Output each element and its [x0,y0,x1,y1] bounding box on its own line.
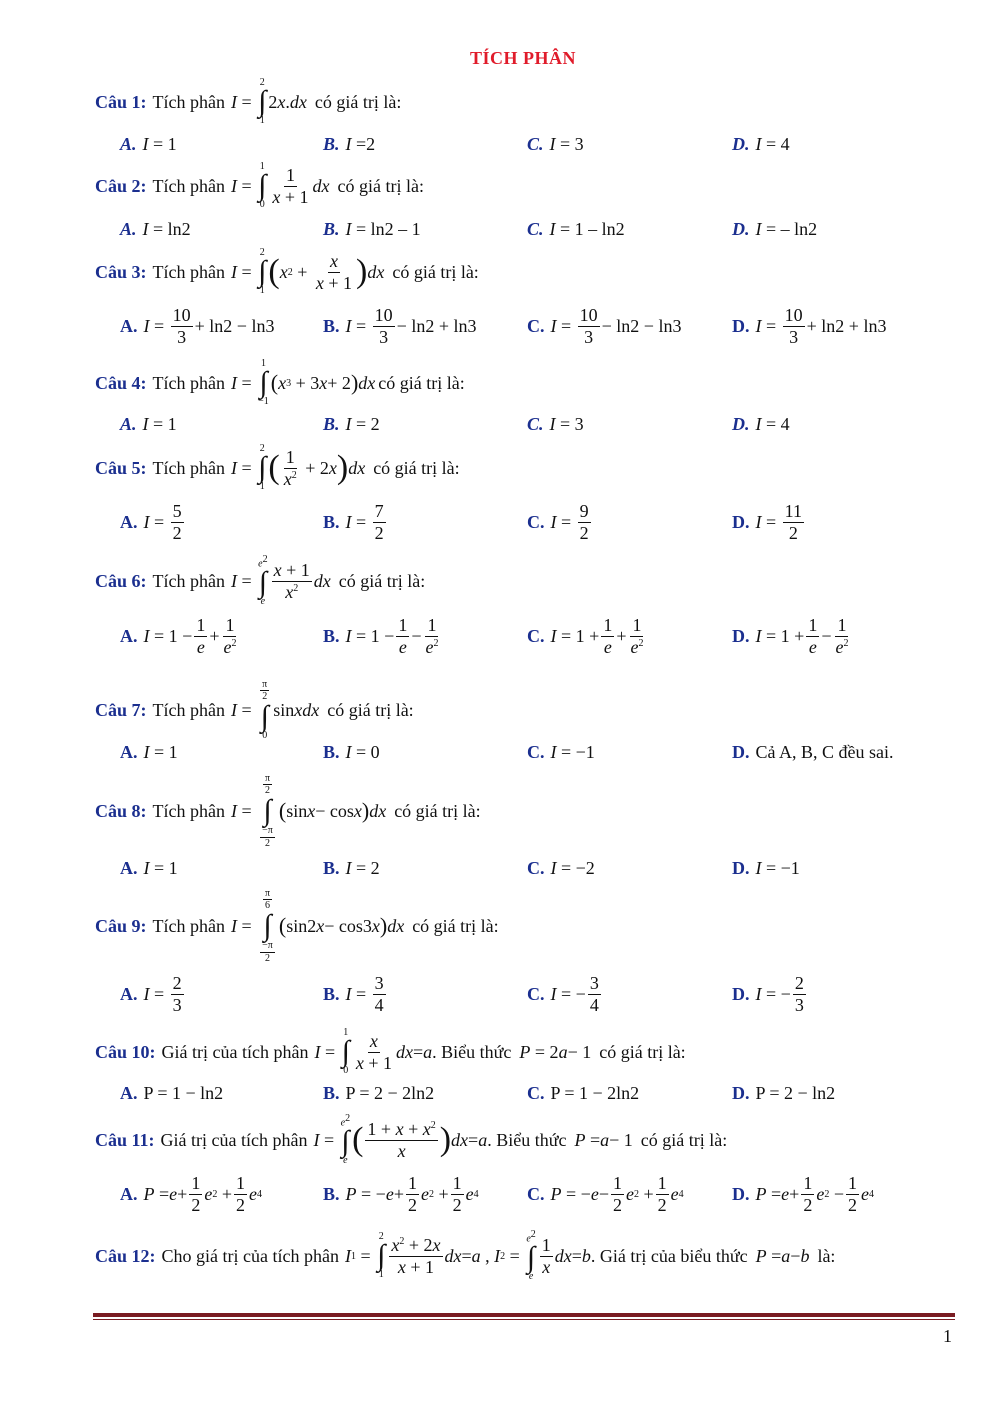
question-4: Câu 4: Tích phân I = 1 ∫ −1 ( x 3 + 3 x + 2 ) dx có giá trị là: [95,357,465,408]
question-12: Câu 12: Cho giá trị của tích phân I 1 = 2 ∫ 1 $\frac{x^2 + 2x}{x + 1}$ dx = a , I 2 = $e^2$ ∫ e $\frac{1}{x}$ dx = b . Giá trị của biểu thức P = a − b là: [95,1228,836,1283]
question-text: Tích phân [152,91,225,112]
answer-d: D. I = −1 [732,857,800,878]
integral-expression: I = 2 ∫ 1 ( x 2 + $\frac{x}{x + 1}$ ) dx [231,246,385,297]
answer-a: A. I = 1 − $\frac{1}{e}$ + $\frac{1}{e^2}$ [120,614,237,657]
answer-d: D. I = 4 [732,133,790,154]
answer-d: D. I = – ln2 [732,218,818,239]
integral-expression-2: I 2 = $e^2$ ∫ e $\frac{1}{x}$ dx = b [494,1228,591,1283]
answer-a: A. P = 1 − ln2 [120,1082,224,1103]
question-2: Câu 2: Tích phân I = 1 ∫ 0 $\frac{1}{x + 1}$ dx có giá trị là: [95,160,424,211]
answer-d: D. I = $\frac{10}{3}$ + ln2 + ln3 [732,304,887,347]
integral-expression-1: I 1 = 2 ∫ 1 $\frac{x^2 + 2x}{x + 1}$ dx = a , [344,1230,495,1281]
answer-d: D. I = 1 + $\frac{1}{e}$ − $\frac{1}{e^2}$ [732,614,849,657]
answer-d: D. Cả A, B, C đều sai. [732,741,894,762]
answer-a: A. I = 1 [120,857,178,878]
answer-a: A. I = ln2 [120,218,191,239]
answer-d: D. I = $\frac{11}{2}$ [732,500,802,543]
question-5: Câu 5: Tích phân I = 2 ∫ 1 ( $\frac{1}{x^2}$ + 2 x ) dx có giá trị là: [95,442,460,493]
page-number: 1 [943,1326,952,1346]
question-11: Câu 11: Giá trị của tích phân I = $e^2$ ∫ e ( $\frac{1 + x + x^2}{x}$ ) dx = a . Biểu thức P = a − 1 có giá trị là: [95,1112,728,1167]
answer-c: C. I = 3 [527,413,584,434]
answer-c: C. P = − e − $\frac{1}{2}$ e 2 + $\frac{1}{2}$ e 4 [527,1172,684,1215]
integral-expression: I = 2 ∫ 1 ( $\frac{1}{x^2}$ + 2 x ) dx [231,442,366,493]
answer-d: D. I = − $\frac{2}{3}$ [732,972,804,1015]
question-suffix: có giá trị là: [314,91,402,112]
integral-expression: I = $\frac{\pi}{2}$ ∫ 0 sin xdx [231,678,320,742]
answer-b: B. I = 1 − $\frac{1}{e}$ − $\frac{1}{e^2}$ [323,614,439,657]
answer-c: C. I = 1 – ln2 [527,218,625,239]
answer-a: A. I = 1 [120,133,177,154]
page-title: TÍCH PHÂN [469,48,576,68]
answer-b: B. I = 0 [323,741,380,762]
answer-a: A. I = 1 [120,413,177,434]
integral-expression: I = $\frac{\pi}{6}$ ∫ $\frac{-\pi}{2}$ ( sin2 x − cos3 x ) dx [231,887,405,964]
question-6: Câu 6: Tích phân I = $e^2$ ∫ e $\frac{x + 1}{x^2}$ dx có giá trị là: [95,553,426,608]
answer-b: B. I = $\frac{3}{4}$ [323,972,384,1015]
answer-a: A. I = $\frac{5}{2}$ [120,500,182,543]
answer-a: A. I = $\frac{10}{3}$ + ln2 − ln3 [120,304,275,347]
integral-expression: I = 1 ∫ −1 ( x 3 + 3 x + 2 ) dx [231,357,376,408]
integral-expression: I = 1 ∫ 0 $\frac{x}{x + 1}$ dx = a [314,1026,433,1077]
question-7: Câu 7: Tích phân I = $\frac{\pi}{2}$ ∫ 0 sin xdx có giá trị là: [95,678,414,742]
answer-a: A. I = $\frac{2}{3}$ [120,972,182,1015]
answer-b: B. I =2 [323,133,376,154]
answer-b: B. P = 2 − 2ln2 [323,1082,435,1103]
answer-b: B. I = $\frac{7}{2}$ [323,500,384,543]
answer-b: B. I = 2 [323,413,380,434]
question-label: Câu 1: [95,91,147,112]
answer-d: D. P = e + $\frac{1}{2}$ e 2 − $\frac{1}{2}$ e 4 [732,1172,874,1215]
question-3: Câu 3: Tích phân I = 2 ∫ 1 ( x 2 + $\frac{x}{x + 1}$ ) dx có giá trị là: [95,246,479,297]
answer-c: C. I = 3 [527,133,584,154]
answer-c: C. I = 1 + $\frac{1}{e}$ + $\frac{1}{e^2}$ [527,614,644,657]
question-9: Câu 9: Tích phân I = $\frac{\pi}{6}$ ∫ $\frac{-\pi}{2}$ ( sin2 x − cos3 x ) dx có giá trị là: [95,887,499,964]
question-10: Câu 10: Giá trị của tích phân I = 1 ∫ 0 $\frac{x}{x + 1}$ dx = a . Biểu thức P = 2 a − 1 có giá trị là: [95,1026,686,1077]
answer-b: B. I = ln2 – 1 [323,218,421,239]
integral-expression: I = $e^2$ ∫ e $\frac{x + 1}{x^2}$ dx [231,553,331,608]
answer-b: B. I = 2 [323,857,380,878]
integral-expression: I = $\frac{\pi}{2}$ ∫ $\frac{-\pi}{2}$ ( sin x − cos x ) dx [231,772,387,849]
answer-c: C. I = $\frac{9}{2}$ [527,500,589,543]
answer-c: C. I = −2 [527,857,595,878]
footer-rule-thin [93,1319,955,1320]
question-8: Câu 8: Tích phân I = $\frac{\pi}{2}$ ∫ $\frac{-\pi}{2}$ ( sin x − cos x ) dx có giá trị là: [95,772,481,849]
answer-c: C. I = $\frac{10}{3}$ − ln2 − ln3 [527,304,682,347]
answer-b: B. P = − e + $\frac{1}{2}$ e 2 + $\frac{1}{2}$ e 4 [323,1172,479,1215]
answer-d: D. P = 2 − ln2 [732,1082,836,1103]
answer-b: B. I = $\frac{10}{3}$ − ln2 + ln3 [323,304,477,347]
question-1 [95,76,402,127]
answer-a: A. I = 1 [120,741,178,762]
answer-c: C. I = − $\frac{3}{4}$ [527,972,599,1015]
answer-d: D. I = 4 [732,413,790,434]
answer-c: C. I = −1 [527,741,595,762]
footer-rule [93,1313,955,1317]
answer-a: A. P = e + $\frac{1}{2}$ e 2 + $\frac{1}{2}$ e 4 [120,1172,262,1215]
integral-expression: I = 2 ∫ 1 2 x . dx [231,76,307,127]
integral-expression: I = $e^2$ ∫ e ( $\frac{1 + x + x^2}{x}$ ) dx = a [313,1112,488,1167]
answer-c: C. P = 1 − 2ln2 [527,1082,640,1103]
integral-expression: I = 1 ∫ 0 $\frac{1}{x + 1}$ dx [231,160,330,211]
